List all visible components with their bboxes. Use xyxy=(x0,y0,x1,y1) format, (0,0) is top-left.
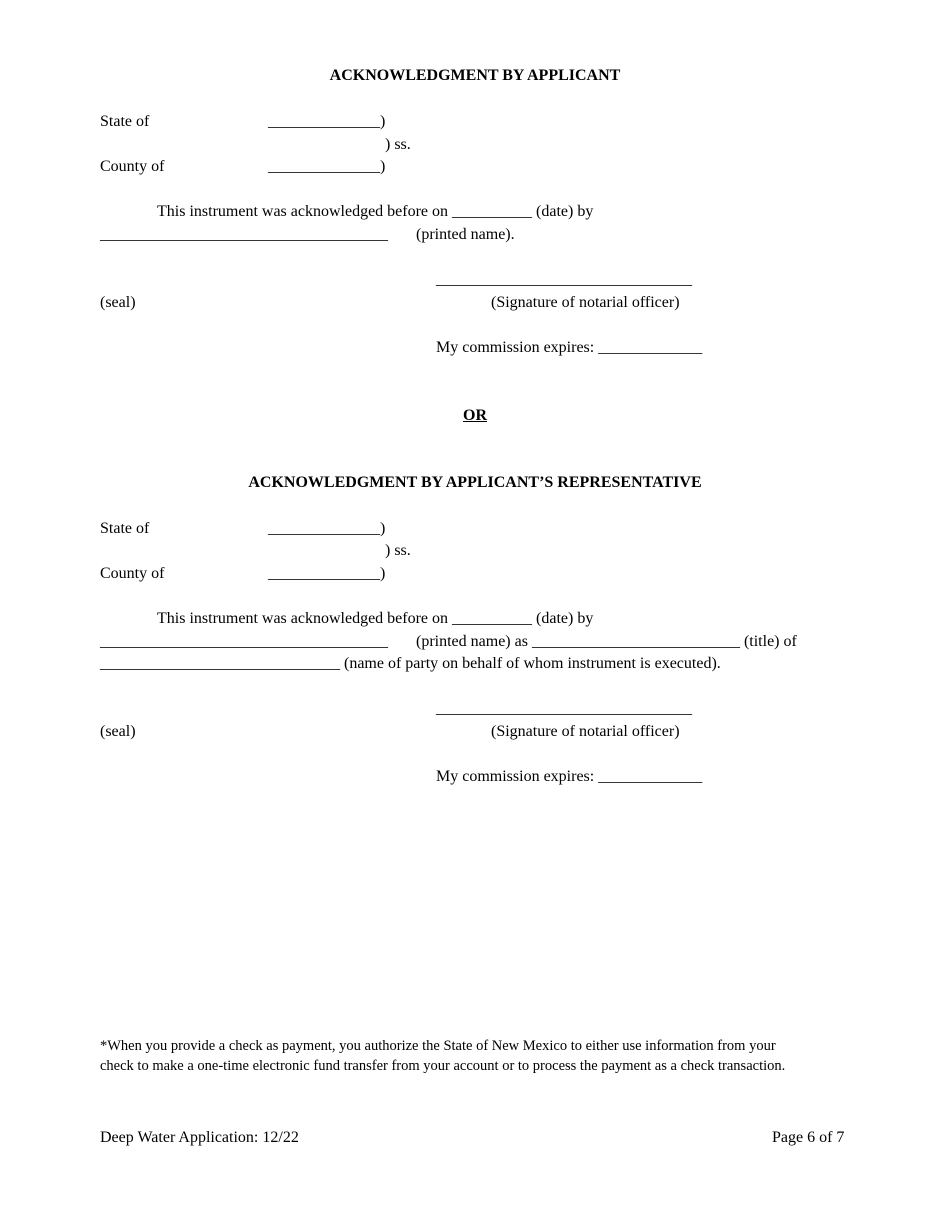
footnote-line2: check to make a one-time electronic fund transfer from your account or to process the payment as a check transaction. xyxy=(100,1058,786,1074)
or-divider: OR xyxy=(463,407,487,424)
section2-printed-name-title: (printed name) as __________________________ (title) of xyxy=(416,633,797,650)
section2-county-label: County of xyxy=(100,565,165,582)
section1-state-label: State of xyxy=(100,113,150,130)
section2-signature-line: ________________________________ xyxy=(436,700,692,717)
section2-seal: (seal) xyxy=(100,723,136,740)
section2-signature-label: (Signature of notarial officer) xyxy=(491,723,680,740)
footer-page-number: Page 6 of 7 xyxy=(772,1129,845,1146)
section1-seal: (seal) xyxy=(100,294,136,311)
section1-heading: ACKNOWLEDGMENT BY APPLICANT xyxy=(329,67,621,84)
section2-ack-line1: This instrument was acknowledged before on __________ (date) by xyxy=(157,610,594,627)
section1-county-label: County of xyxy=(100,158,165,175)
footer-document-id: Deep Water Application: 12/22 xyxy=(100,1129,299,1146)
section1-state-blank: ______________) xyxy=(268,113,386,130)
section2-party-name-line: ______________________________ (name of party on behalf of whom instrument is executed). xyxy=(100,655,721,672)
section2-commission-expires: My commission expires: _____________ xyxy=(436,768,703,785)
section1-signature-label: (Signature of notarial officer) xyxy=(491,294,680,311)
section1-printed-name-blank: ____________________________________ xyxy=(100,226,388,243)
section2-heading: ACKNOWLEDGMENT BY APPLICANT’S REPRESENTATIVE xyxy=(248,474,702,491)
section1-commission-expires: My commission expires: _____________ xyxy=(436,339,703,356)
section2-ss: ) ss. xyxy=(385,542,411,559)
section2-printed-name-blank: ____________________________________ xyxy=(100,633,388,650)
section1-printed-name-label: (printed name). xyxy=(416,226,515,243)
section1-signature-line: ________________________________ xyxy=(436,271,692,288)
section2-state-blank: ______________) xyxy=(268,520,386,537)
section1-ack-line1: This instrument was acknowledged before on __________ (date) by xyxy=(157,203,594,220)
section2-state-label: State of xyxy=(100,520,150,537)
section2-county-blank: ______________) xyxy=(268,565,386,582)
section1-county-blank: ______________) xyxy=(268,158,386,175)
footnote-line1: *When you provide a check as payment, you authorize the State of New Mexico to either use information from your xyxy=(100,1038,776,1054)
section1-ss: ) ss. xyxy=(385,136,411,153)
